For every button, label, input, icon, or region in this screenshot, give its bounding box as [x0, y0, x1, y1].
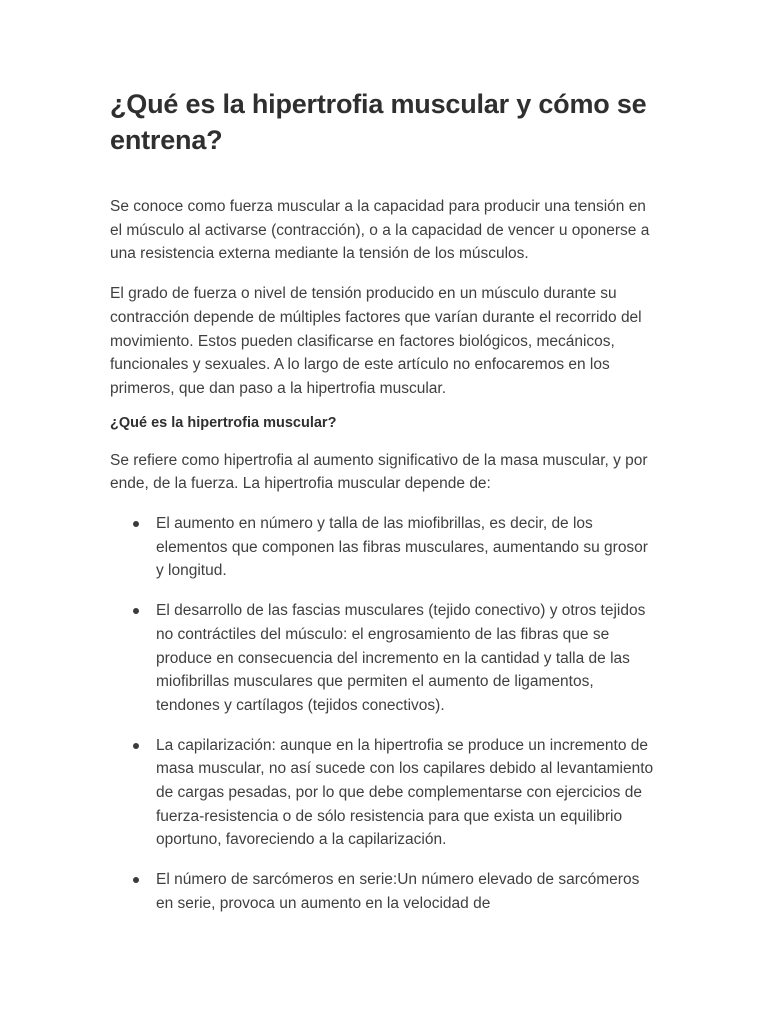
bullet-list	[110, 512, 660, 916]
bullet-dot-icon	[133, 877, 139, 883]
paragraph-intro: Se refiere como hipertrofia al aumento significativo de la masa muscular, y por ende, de la fuerza. La hipertrofia muscular depende de:	[110, 451, 648, 493]
list-item-text: La capilarización: aunque en la hipertrofia se produce un incremento de masa muscular, no así sucede con los capilares debido al levantamiento de cargas pesadas, por lo que debe complementarse con ejercicios de fuerza-resistencia o de sólo resistencia para que exista un equilibrio oportuno, favoreciendo a la capilarización.	[156, 736, 654, 849]
article-title: ¿Qué es la hipertrofia muscular y cómo se entrena?	[110, 89, 647, 155]
bullet-dot-icon	[133, 521, 139, 527]
bullet-dot-icon	[133, 743, 139, 749]
list-item	[110, 512, 660, 583]
list-item	[110, 599, 660, 718]
list-item	[110, 868, 660, 915]
list-item-text: El desarrollo de las fascias musculares (tejido conectivo) y otros tejidos no contráctiles del músculo: el engrosamiento de las fibras que se produce en consecuencia del incremento en la cantidad y talla de las miofibrillas musculares que permiten el aumento de ligamentos, tendones y cartílagos (tejidos conectivos).	[156, 602, 646, 714]
list-item-text: El aumento en número y talla de las miofibrillas, es decir, de los elementos que componen las fibras musculares, aumentando su grosor y longitud.	[156, 515, 648, 580]
article-content	[110, 86, 660, 932]
list-item-text: El número de sarcómeros en serie:Un número elevado de sarcómeros en serie, provoca un aumento en la velocidad de	[156, 871, 640, 912]
paragraph-definition: Se conoce como fuerza muscular a la capacidad para producir una tensión en el músculo al activarse (contracción), o a la capacidad de vencer u oponerse a una resistencia externa mediante la tensión de los músculos.	[110, 198, 650, 263]
paragraph-factors: El grado de fuerza o nivel de tensión producido en un músculo durante su contracción depende de múltiples factores que varían durante el recorrido del movimiento. Estos pueden clasificarse en factores biológicos, mecánicos, funcionales y sexuales. A lo largo de este artículo no enfocaremos en los primeros, que dan paso a la hipertrofia muscular.	[110, 285, 642, 397]
section-subheading: ¿Qué es la hipertrofia muscular?	[110, 414, 337, 431]
list-item	[110, 734, 660, 853]
bullet-dot-icon	[133, 608, 139, 614]
